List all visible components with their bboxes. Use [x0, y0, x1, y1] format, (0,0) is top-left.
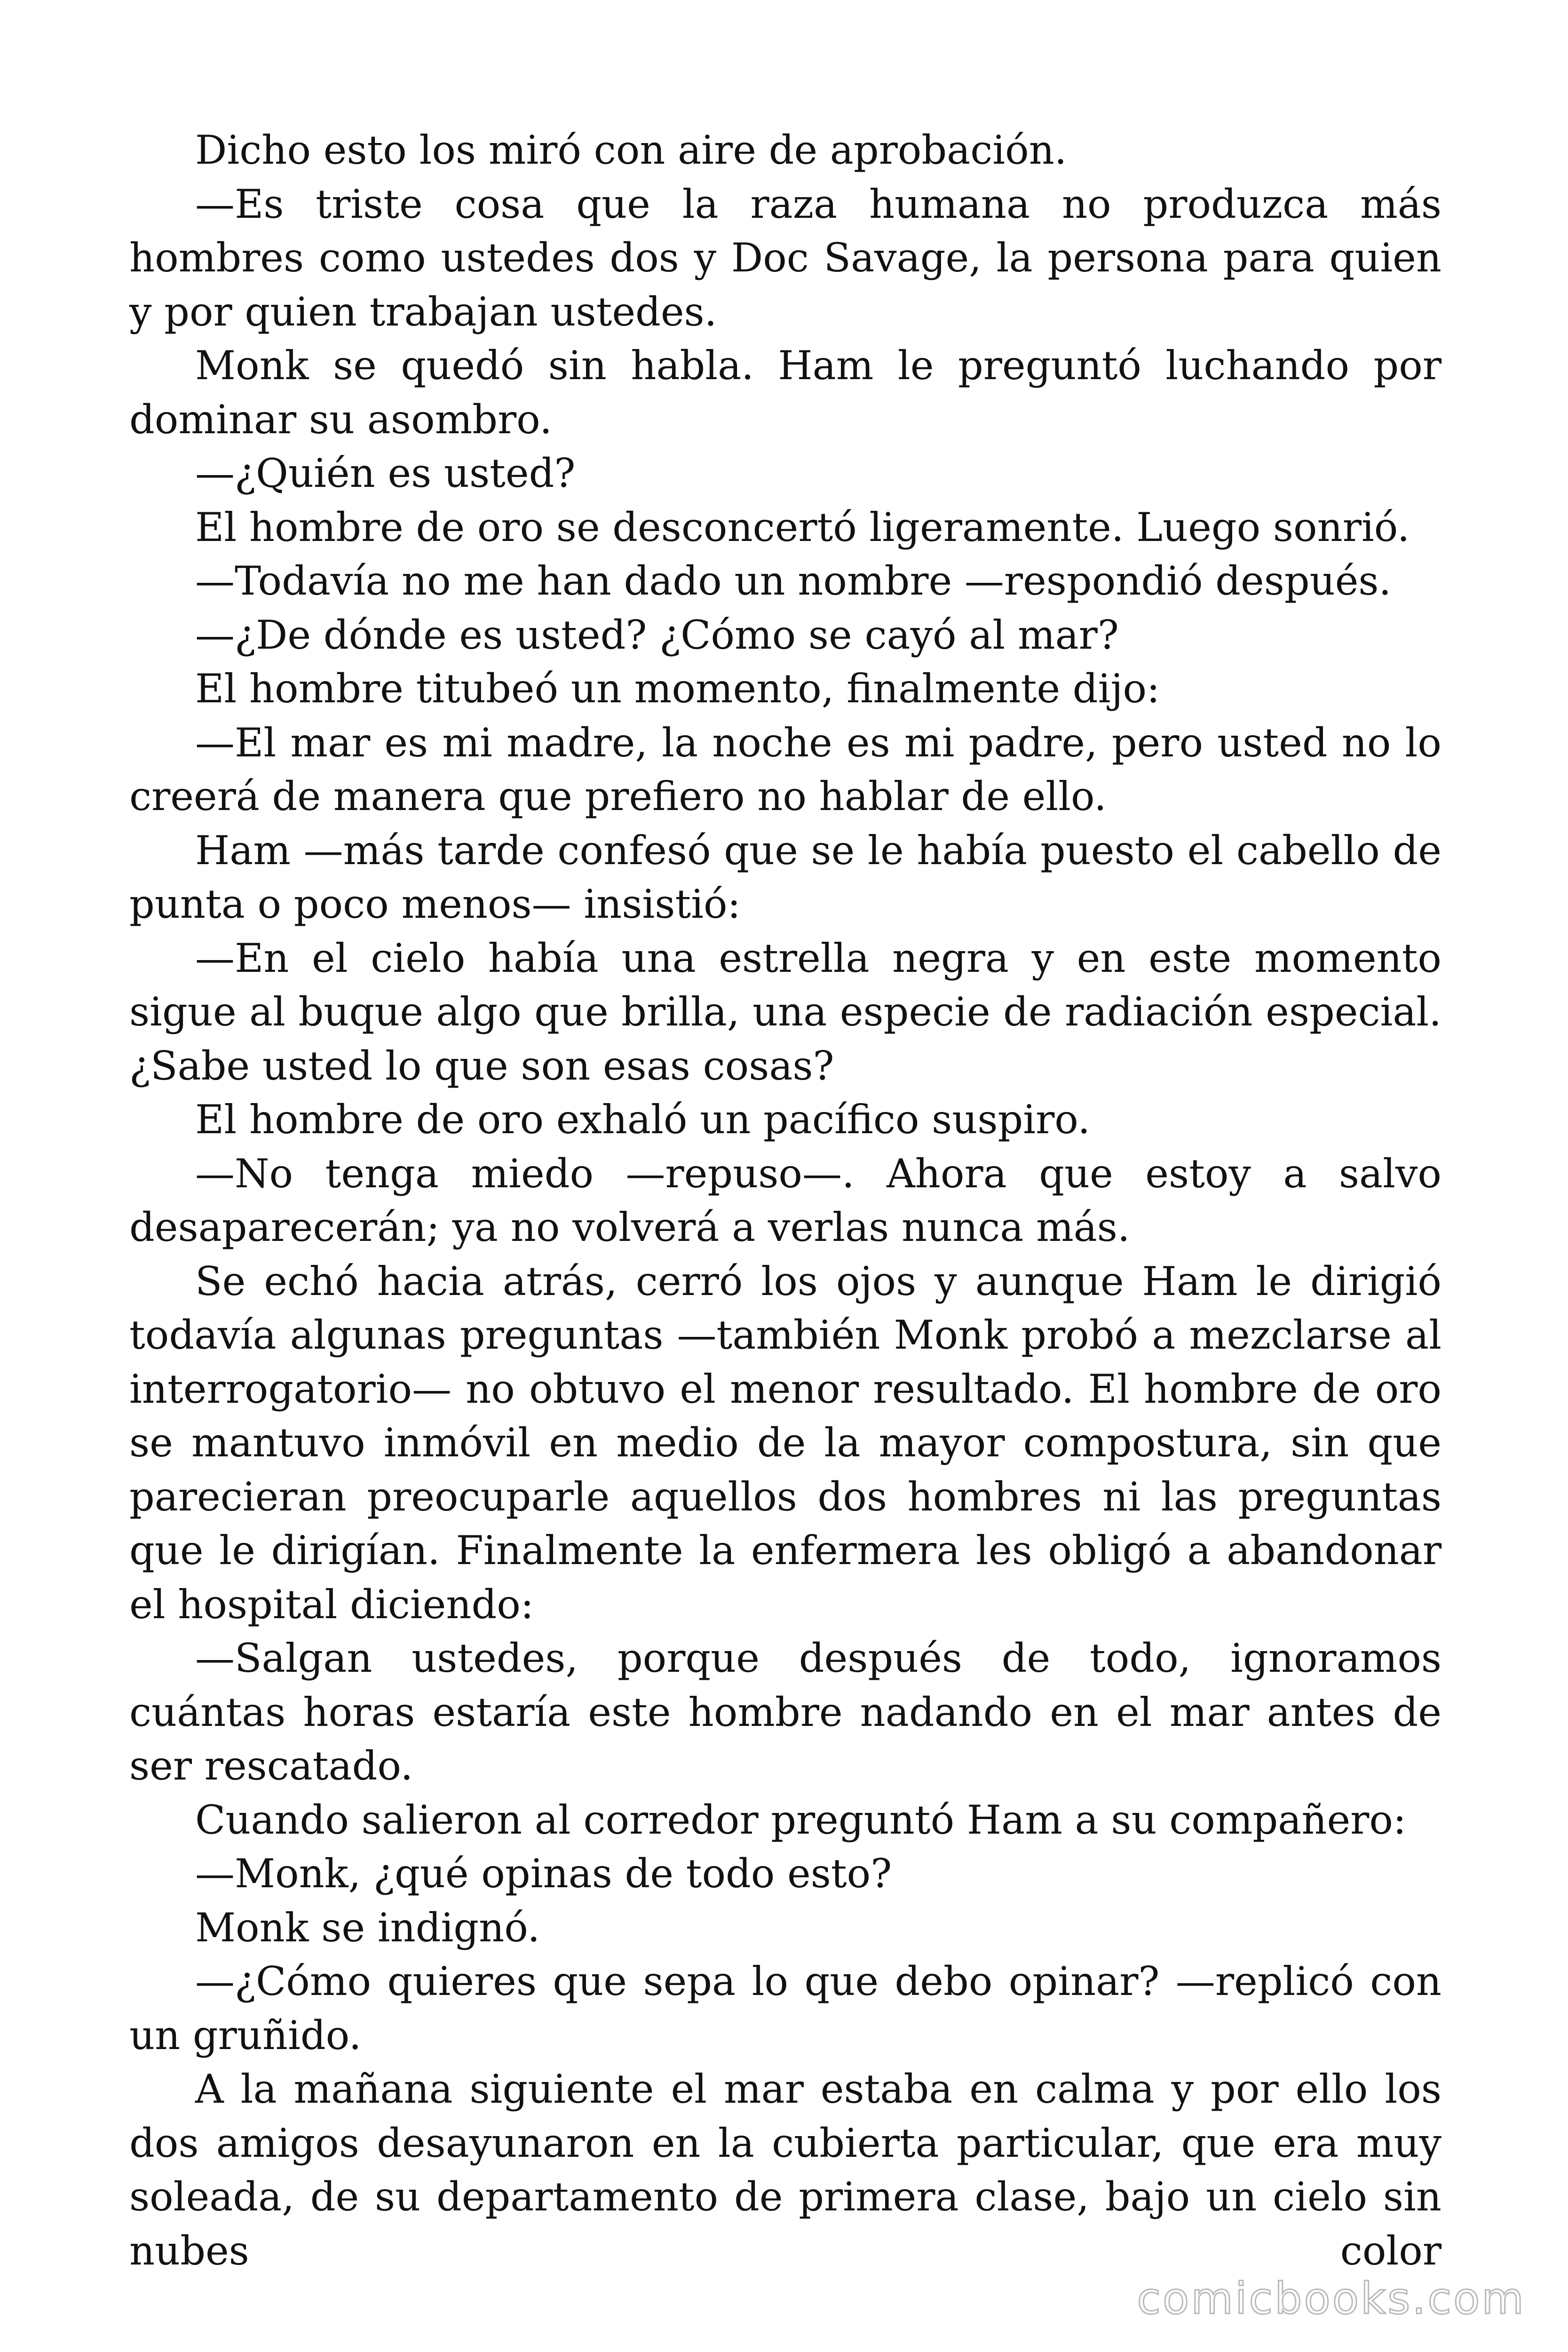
paragraph: —Monk, ¿qué opinas de todo esto?: [195, 1851, 892, 1897]
watermark: comicbooks.com: [1137, 2273, 1526, 2324]
paragraph: Se echó hacia atrás, cerró los ojos y aunque Ham le dirigió todavía algunas preguntas —también Monk probó a mezclarse al interrogatorio— no obtuvo el menor resultado. El hombre de oro se mantuvo inmóvil en medio de la mayor compostura, sin que parecieran preocuparle aquellos dos hombres ni las preguntas que le dirigían. Finalmente la enfermera les obligó a abandonar el hospital diciendo:: [129, 1258, 1441, 1628]
paragraph: —¿Quién es usted?: [195, 450, 576, 496]
book-page-text: [129, 123, 1441, 2278]
paragraph: Cuando salieron al corredor preguntó Ham a su compañero:: [195, 1796, 1407, 1843]
paragraph: —No tenga miedo —repuso—. Ahora que estoy a salvo desaparecerán; ya no volverá a verlas nunca más.: [129, 1150, 1441, 1250]
paragraph: —Salgan ustedes, porque después de todo, ignoramos cuántas horas estaría este hombre nadando en el mar antes de ser rescatado.: [129, 1635, 1441, 1789]
paragraph: —En el cielo había una estrella negra y en este momento sigue al buque algo que brilla, una especie de radiación especial. ¿Sabe usted lo que son esas cosas?: [129, 935, 1441, 1089]
paragraph: Monk se indignó.: [195, 1904, 540, 1951]
paragraph: El hombre de oro exhaló un pacífico suspiro.: [195, 1097, 1091, 1143]
paragraph: —Todavía no me han dado un nombre —respondió después.: [195, 558, 1392, 604]
paragraph: —¿De dónde es usted? ¿Cómo se cayó al mar?: [195, 612, 1119, 658]
paragraph: Dicho esto los miró con aire de aprobación.: [195, 127, 1067, 173]
paragraph: El hombre de oro se desconcertó ligeramente. Luego sonrió.: [195, 504, 1410, 550]
paragraph: —¿Cómo quieres que sepa lo que debo opinar? —replicó con un gruñido.: [129, 1958, 1441, 2058]
paragraph: —Es triste cosa que la raza humana no produzca más hombres como ustedes dos y Doc Savage, la persona para quien y por quien trabajan ustedes.: [129, 181, 1441, 335]
paragraph: El hombre titubeó un momento, finalmente dijo:: [195, 666, 1160, 712]
paragraph: Monk se quedó sin habla. Ham le preguntó luchando por dominar su asombro.: [129, 342, 1441, 443]
paragraph: —El mar es mi madre, la noche es mi padre, pero usted no lo creerá de manera que prefiero no hablar de ello.: [129, 719, 1441, 819]
paragraph: Ham —más tarde confesó que se le había puesto el cabello de punta o poco menos— insistió:: [129, 827, 1441, 927]
paragraph: A la mañana siguiente el mar estaba en calma y por ello los dos amigos desayunaron en la cubierta particular, que era muy soleada, de su departamento de primera clase, bajo un cielo sin nubes color: [129, 2066, 1441, 2274]
